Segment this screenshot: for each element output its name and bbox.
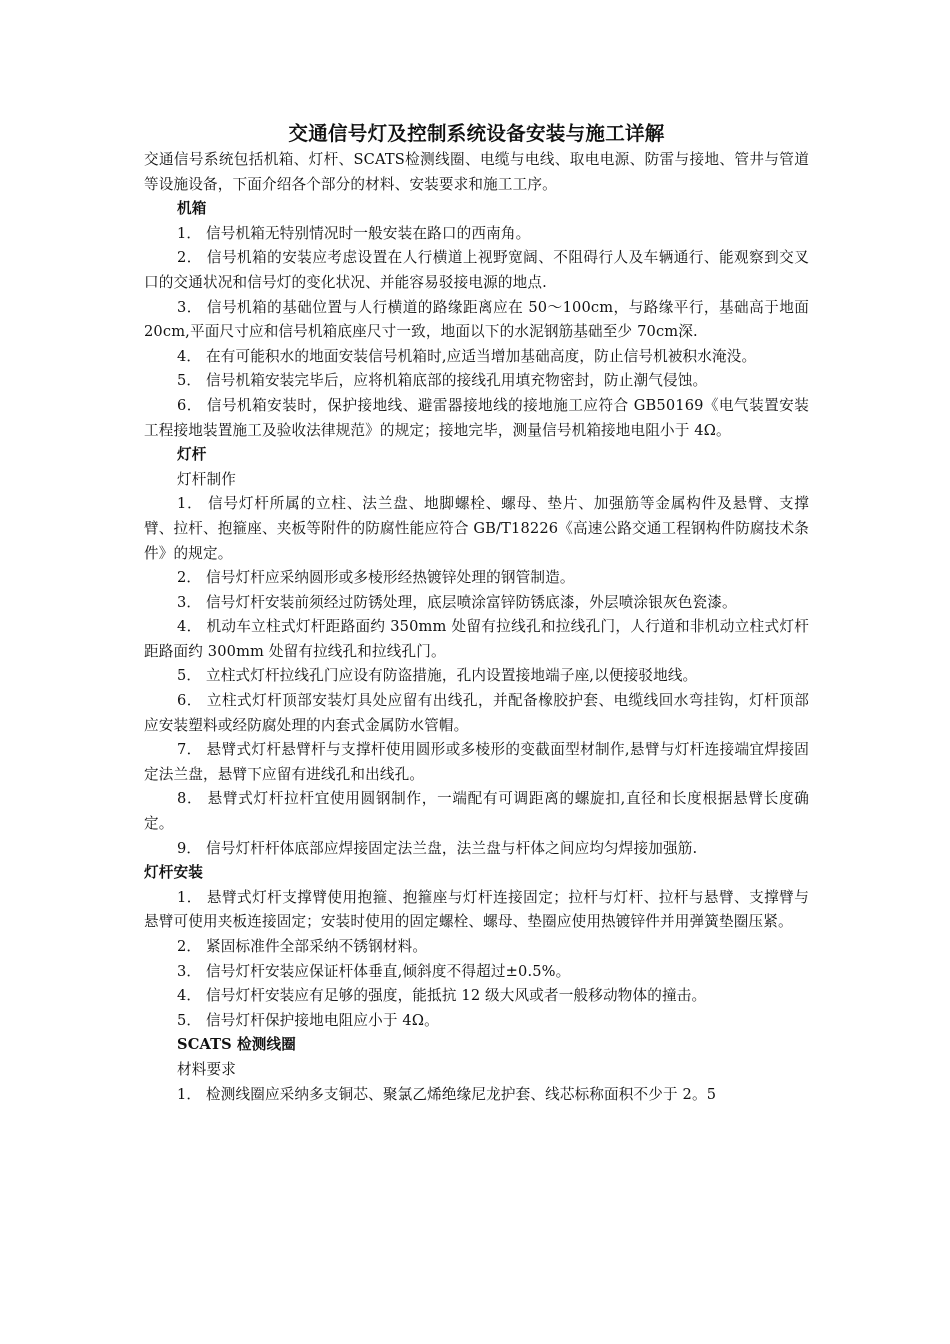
list-item: 4． 机动车立柱式灯杆距路面约 350mm 处留有拉线孔和拉线孔门，人行道和非机动立柱式灯杆距路面约 300mm 处留有拉线孔和拉线孔门。 xyxy=(144,618,809,660)
list-item: 1． 悬臂式灯杆支撑臂使用抱箍、抱箍座与灯杆连接固定；拉杆与灯杆、拉杆与悬臂、支撑臂与悬臂可使用夹板连接固定；安装时使用的固定螺栓、螺母、垫圈应使用热镀锌件并用弹簧垫圈压紧。 xyxy=(144,888,809,931)
section-heading-cabinet: 机箱 xyxy=(177,200,207,218)
list-item: 3． 信号灯杆安装前须经过防锈处理，底层喷涂富锌防锈底漆，外层喷涂银灰色瓷漆。 xyxy=(177,593,737,611)
document-title: 交通信号灯及控制系统设备安装与施工详解 xyxy=(288,122,665,145)
list-item: 1． 信号机箱无特别情况时一般安装在路口的西南角。 xyxy=(177,224,531,242)
list-item: 1． 检测线圈应采纳多支铜芯、聚氯乙烯绝缘尼龙护套、线芯标称面积不少于 2。5 xyxy=(177,1085,717,1103)
section-heading-pole-install: 灯杆安装 xyxy=(144,864,203,882)
list-item: 3． 信号机箱的基础位置与人行横道的路缘距离应在 50～100cm，与路缘平行，基础高于地面 20cm,平面尺寸应和信号机箱底座尺寸一致，地面以下的水泥钢筋基础至少 70cm深. xyxy=(144,298,809,341)
section-heading-pole: 灯杆 xyxy=(177,446,207,464)
list-item: 2． 信号机箱的安装应考虑设置在人行横道上视野宽阔、不阻碍行人及车辆通行、能观察到交叉口的交通状况和信号灯的变化状况、并能容易驳接电源的地点. xyxy=(144,249,809,291)
list-item: 3． 信号灯杆安装应保证杆体垂直,倾斜度不得超过±0.5%。 xyxy=(177,962,571,980)
list-item: 5． 立柱式灯杆拉线孔门应设有防盗措施，孔内设置接地端子座,以便接驳地线。 xyxy=(177,667,698,685)
list-item: 2． 紧固标准件全部采纳不锈钢材料。 xyxy=(177,938,428,955)
list-item: 7． 悬臂式灯杆悬臂杆与支撑杆使用圆形或多棱形的变截面型材制作,悬臂与灯杆连接端宜焊接固定法兰盘，悬臂下应留有进线孔和出线孔。 xyxy=(144,741,809,783)
list-item: 4． 在有可能积水的地面安装信号机箱时,应适当增加基础高度，防止信号机被积水淹没。 xyxy=(177,347,757,365)
list-item: 8． 悬臂式灯杆拉杆宜使用圆钢制作，一端配有可调距离的螺旋扣,直径和长度根据悬臂长度确定。 xyxy=(144,790,809,833)
intro-paragraph: 交通信号系统包括机箱、灯杆、SCATS检测线圈、电缆与电线、取电电源、防雷与接地、管井与管道等设施设备，下面介绍各个部分的材料、安装要求和施工工序。 xyxy=(144,151,809,193)
list-item: 1． 信号灯杆所属的立柱、法兰盘、地脚螺栓、螺母、垫片、加强筋等金属构件及悬臂、支撑臂、拉杆、抱箍座、夹板等附件的防腐性能应符合 GB/T18226《高速公路交通工程钢构件防腐技术条件》的规定。 xyxy=(144,495,809,562)
document-body xyxy=(144,120,809,1107)
subsection-heading-pole-making: 灯杆制作 xyxy=(177,470,236,488)
list-item: 6． 立柱式灯杆顶部安装灯具处应留有出线孔，并配备橡胶护套、电缆线回水弯挂钩，灯杆顶部应安装塑料或经防腐处理的内套式金属防水管帽。 xyxy=(144,692,809,734)
list-item: 9． 信号灯杆杆体底部应焊接固定法兰盘，法兰盘与杆体之间应均匀焊接加强筋. xyxy=(177,839,698,857)
list-item: 2． 信号灯杆应采纳圆形或多棱形经热镀锌处理的钢管制造。 xyxy=(177,569,575,587)
list-item: 4． 信号灯杆安装应有足够的强度，能抵抗 12 级大风或者一般移动物体的撞击。 xyxy=(177,987,707,1005)
list-item: 5． 信号灯杆保护接地电阻应小于 4Ω。 xyxy=(177,1011,439,1029)
list-item: 5． 信号机箱安装完毕后，应将机箱底部的接线孔用填充物密封，防止潮气侵蚀。 xyxy=(177,372,708,390)
section-heading-scats-loop: SCATS 检测线圈 xyxy=(177,1036,297,1054)
list-item: 6． 信号机箱安装时，保护接地线、避雷器接地线的接地施工应符合 GB50169《电气装置安装工程接地装置施工及验收法律规范》的规定；接地完毕，测量信号机箱接地电阻小于 4Ω。 xyxy=(144,396,809,439)
subsection-heading-material: 材料要求 xyxy=(177,1060,236,1078)
